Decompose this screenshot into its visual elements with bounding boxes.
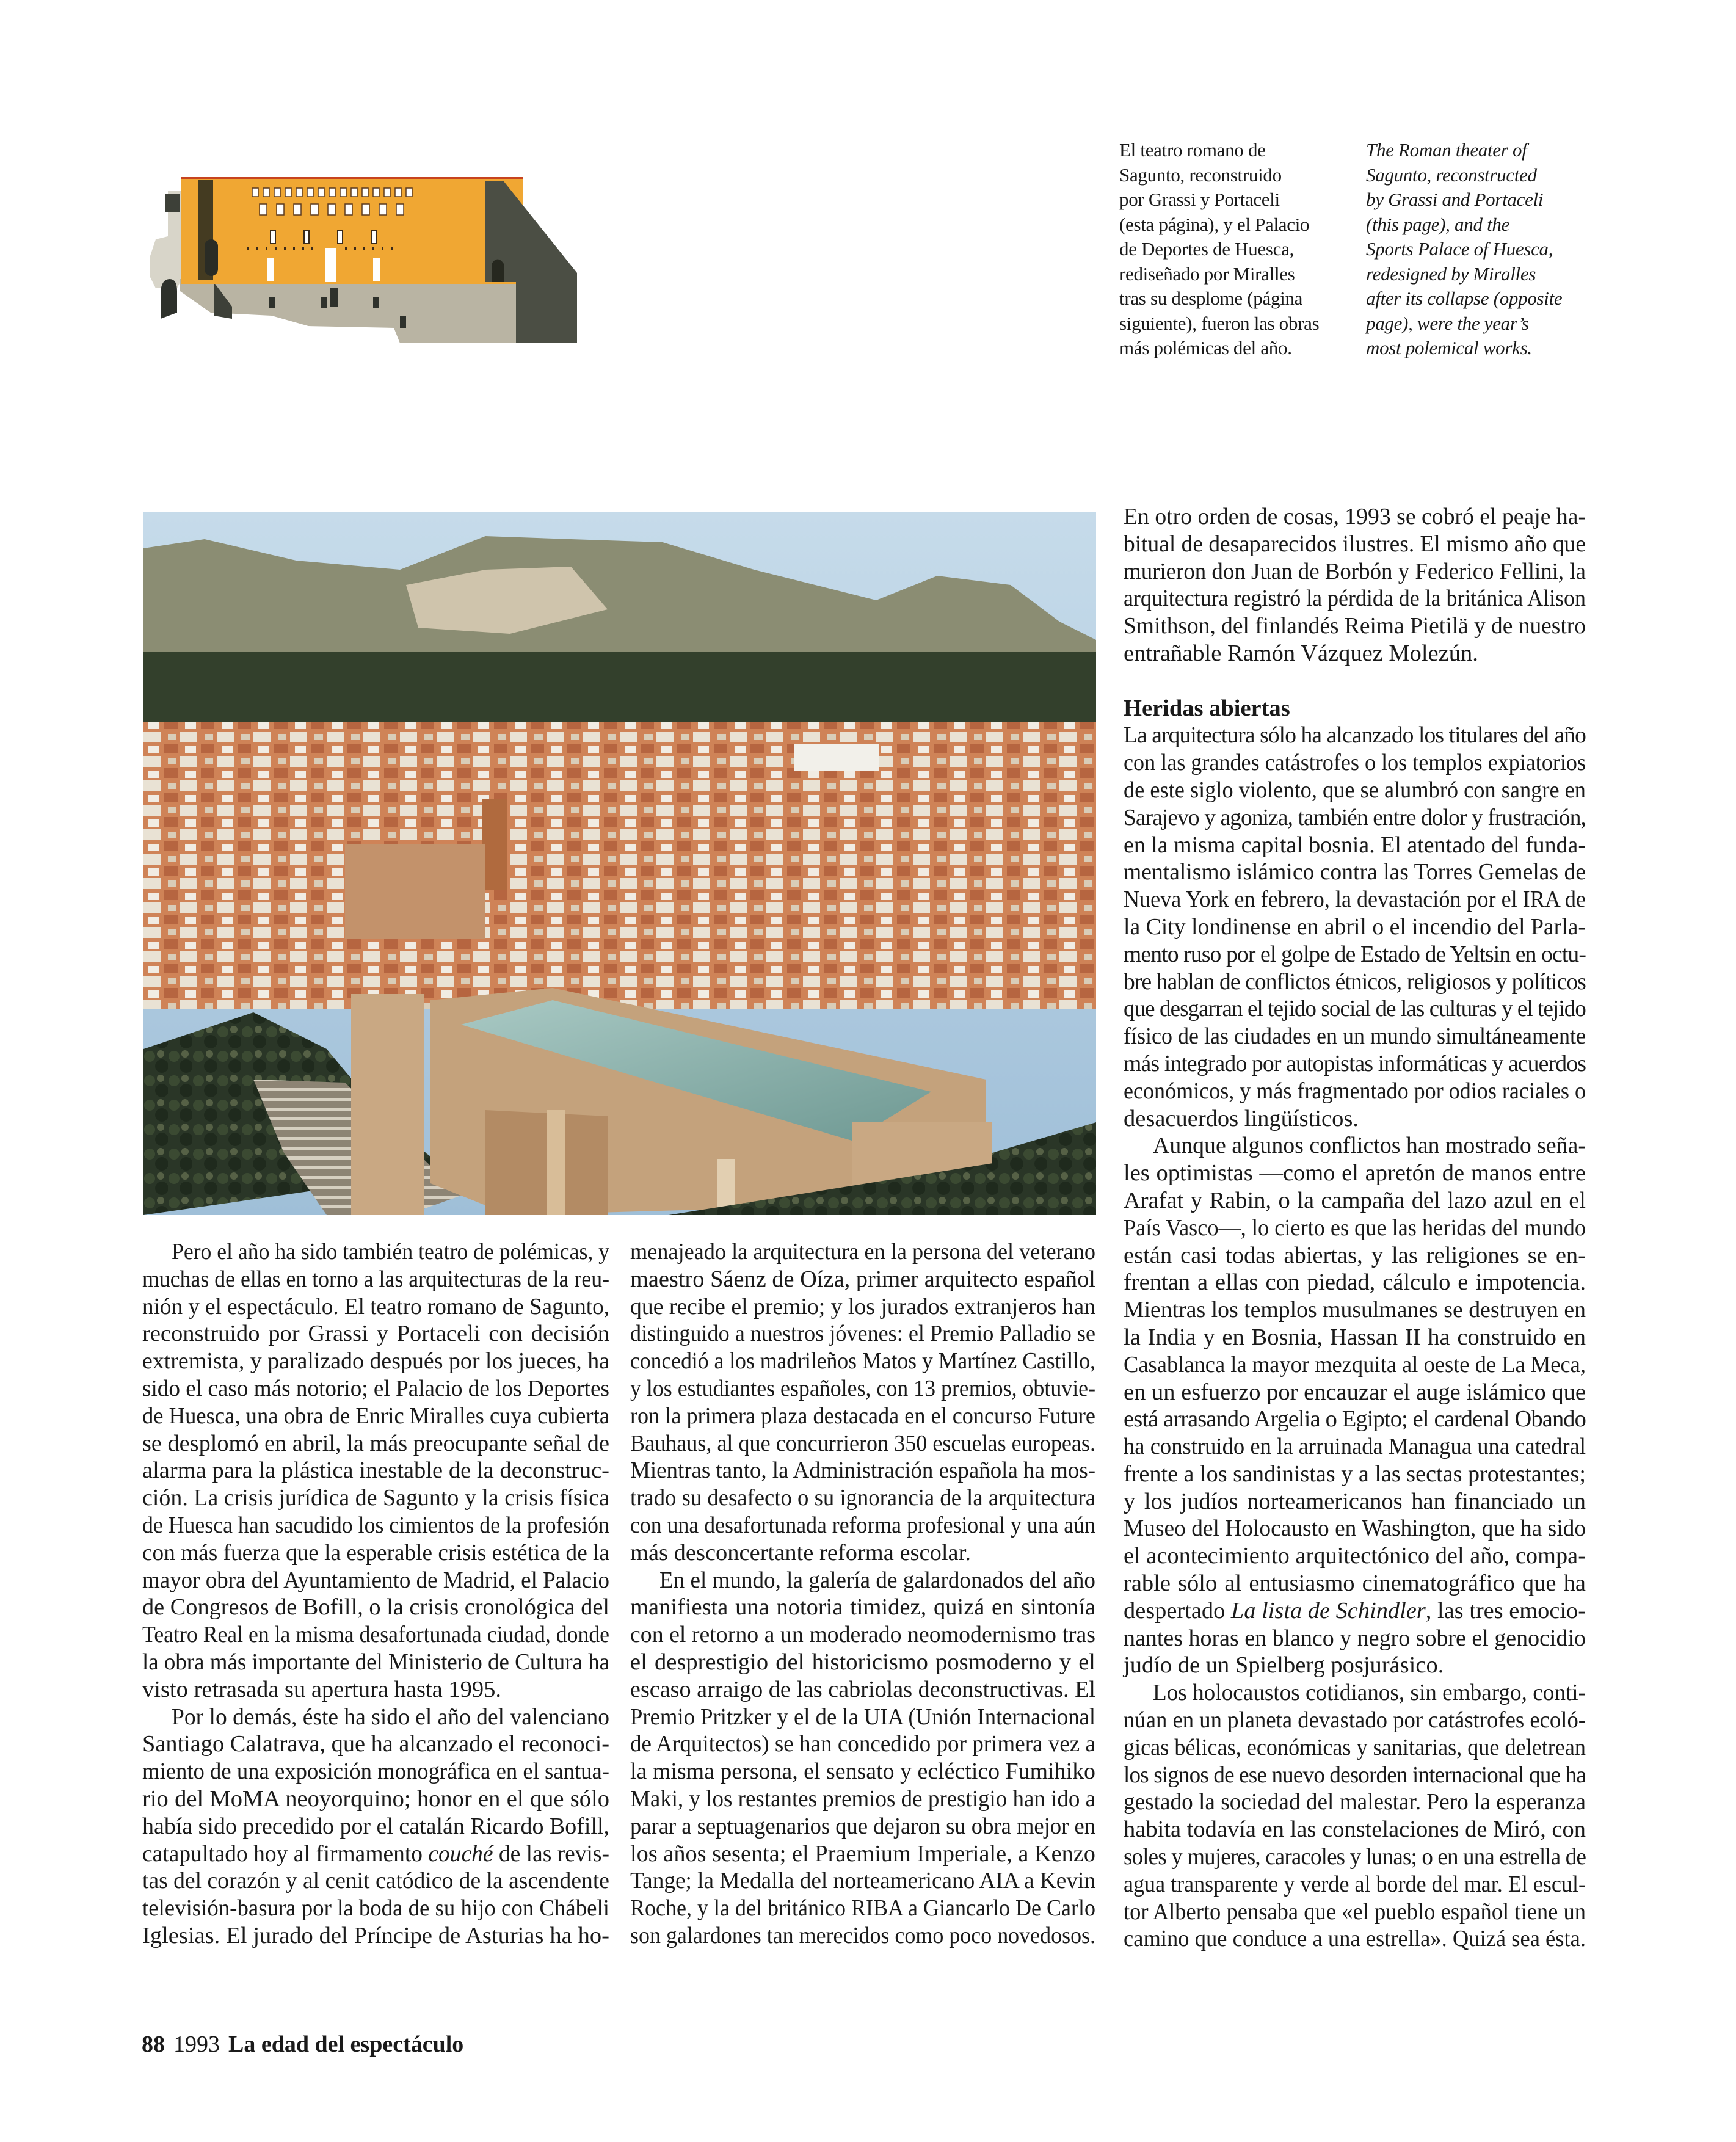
- footer-year: 1993: [173, 2031, 220, 2057]
- text-line: Casablanca la mayor mezquita al oeste de La Meca,: [1124, 1351, 1586, 1378]
- elevation-illustration: [150, 166, 577, 343]
- text-line: Nueva York en febrero, la devastación por el IRA de: [1124, 887, 1586, 913]
- text-line: con el retorno a un moderado neomodernismo tras: [630, 1622, 1096, 1648]
- article-column-left: [142, 1238, 609, 1950]
- caption-line: Sports Palace of Huesca,: [1366, 238, 1553, 260]
- text-line: arquitectura registró la pérdida de la británica Alison: [1124, 586, 1586, 612]
- text-line: Smithson, del finlandés Reima Pietilä y de nuestro: [1124, 613, 1586, 639]
- text-line: nantes horas en blanco y negro sobre el genocidio: [1124, 1625, 1586, 1651]
- white-building: [794, 744, 879, 771]
- text-line: están casi todas abiertas, y las religiones se en-: [1124, 1242, 1586, 1268]
- page-number: 88: [142, 2031, 165, 2057]
- text-line: agua transparente y verde al borde del mar. El escul-: [1124, 1871, 1586, 1897]
- text-line: la misma persona, el sensato y ecléctico Fumihiko: [630, 1759, 1096, 1785]
- article-column-right: [1124, 503, 1586, 1953]
- text-line: rable sólo al entusiasmo cinematográfico que ha: [1124, 1570, 1586, 1597]
- text-line: de Huesca han sacudido los cimientos de la profesión: [142, 1512, 609, 1538]
- text-line: gestado la sociedad del malestar. Pero la esperanza: [1124, 1789, 1586, 1815]
- church-tower: [482, 799, 507, 890]
- text-line: reconstruido por Grassi y Portaceli con decisión: [142, 1321, 609, 1347]
- text-line: el desprestigio del historicismo posmoderno y el: [630, 1649, 1095, 1675]
- caption-line: tras su desplome (página: [1119, 288, 1303, 309]
- caption-line: de Deportes de Huesca,: [1119, 238, 1295, 260]
- right-arch: [492, 260, 504, 283]
- text-line: alarma para la plástica inestable de la deconstruc-: [142, 1458, 609, 1484]
- text-line: Bauhaus, al que concurrieron 350 escuelas europeas.: [630, 1430, 1096, 1456]
- text-line: Santiago Calatrava, que ha alcanzado el reconoci-: [142, 1731, 610, 1757]
- text-line: En el mundo, la galería de galardonados del año: [659, 1567, 1095, 1593]
- text-line: Mientras tanto, la Administración española ha mos-: [630, 1458, 1096, 1484]
- text-line: económicos, y más fragmentado por odios raciales o: [1124, 1078, 1586, 1104]
- text-line: manifiesta una notoria timidez, quizá en sintonía: [630, 1594, 1095, 1621]
- text-line: los años sesenta; el Praemium Imperiale, a Kenzo: [630, 1840, 1095, 1867]
- text-line: Los holocaustos cotidianos, sin embargo, conti-: [1152, 1680, 1586, 1706]
- text-line: Iglesias. El jurado del Príncipe de Asturias ha ho-: [142, 1922, 609, 1948]
- caption-line: más polémicas del año.: [1119, 337, 1292, 358]
- text-line: Museo del Holocausto en Washington, que ha sido: [1124, 1516, 1586, 1542]
- text-line: muchas de ellas en torno a las arquitecturas de la reu-: [142, 1266, 610, 1292]
- text-line: está arrasando Argelia o Egipto; el cardenal Obando: [1124, 1406, 1586, 1432]
- text-line: en un esfuerzo por encauzar el auge islámico que: [1124, 1379, 1586, 1405]
- window-row-top: [252, 188, 412, 197]
- text-line: murieron don Juan de Borbón y Federico Fellini, la: [1124, 558, 1586, 584]
- text-line: menajeado la arquitectura en la persona del veterano: [630, 1239, 1095, 1265]
- text-line: frentan a ellas con piedad, cálculo e impotencia.: [1124, 1269, 1586, 1296]
- article-column-middle: [630, 1238, 1095, 1950]
- caption-line: Sagunto, reconstruido: [1119, 164, 1282, 186]
- text-line: Por lo demás, éste ha sido el año del valenciano: [171, 1704, 610, 1730]
- theater-side-wall-left: [351, 994, 424, 1215]
- left-ruin-shadow: [165, 194, 180, 212]
- text-line: en la misma capital bosnia. El atentado del funda-: [1124, 832, 1586, 858]
- text-line: habita todavía en las constelaciones de Miró, con: [1124, 1817, 1586, 1843]
- caption-line: El teatro romano de: [1119, 139, 1266, 161]
- page-footer: [142, 2031, 463, 2058]
- text-line: [142, 1840, 609, 1868]
- text-line: con una desafortunada reforma profesional y una aún: [630, 1512, 1095, 1538]
- caption-line: The Roman theater of: [1366, 139, 1527, 161]
- italic-term: couché: [428, 1840, 493, 1867]
- text-line: les optimistas —como el apretón de manos entre: [1124, 1160, 1586, 1186]
- text-line: País Vasco—, lo cierto es que las heridas del mundo: [1124, 1214, 1586, 1241]
- old-stone-base: [180, 279, 540, 343]
- text-line: más desconcertante reforma escolar.: [630, 1539, 971, 1566]
- text-fragment: de las revis-: [498, 1840, 610, 1867]
- text-line: frente a los sandinistas y a las sectas protestantes;: [1124, 1461, 1586, 1487]
- text-line: Aunque algunos conflictos han mostrado seña-: [1152, 1133, 1586, 1159]
- text-line: y los estudiantes españoles, con 13 premios, obtuvie-: [630, 1375, 1096, 1401]
- text-line: Roche, y la del británico RIBA a Giancarlo De Carlo: [630, 1895, 1095, 1922]
- caption-line: page), were the year’s: [1366, 312, 1529, 334]
- text-line: Sarajevo y agoniza, también entre dolor y frustración,: [1124, 804, 1586, 830]
- text-line: de Arquitectos) se han concedido por primera vez a: [630, 1731, 1095, 1757]
- text-line: Teatro Real en la misma desafortunada ciudad, donde: [142, 1622, 610, 1648]
- text-line: sido el caso más notorio; el Palacio de los Deportes: [142, 1375, 610, 1401]
- text-line: ha construido en la arruinada Managua una catedral: [1124, 1434, 1586, 1460]
- text-fragment: , las tres emocio-: [1425, 1597, 1586, 1624]
- text-line: son galardones tan merecidos como poco novedosos.: [630, 1922, 1096, 1948]
- text-line: de Congresos de Bofill, o la crisis cronológica del: [142, 1594, 609, 1621]
- text-fragment: catapultado hoy al firmamento: [142, 1840, 423, 1867]
- orchard-plain: [143, 652, 1096, 732]
- text-line: Premio Pritzker y el de la UIA (Unión Internacional: [630, 1704, 1096, 1730]
- text-line: Tange; la Medalla del norteamericano AIA a Kevin: [630, 1868, 1095, 1894]
- text-line: de Huesca, una obra de Enric Miralles cuya cubierta: [142, 1403, 610, 1429]
- text-line: que desgarran el tejido social de las culturas y el tejido: [1124, 996, 1586, 1022]
- caption-line: after its collapse (opposite: [1366, 288, 1563, 309]
- text-line: desacuerdos lingüísticos.: [1124, 1105, 1359, 1131]
- text-line: físico de las ciudades en un mundo simultáneamente: [1124, 1023, 1586, 1050]
- text-line: de este siglo violento, que se alumbró con sangre en: [1124, 777, 1586, 803]
- text-line: miento de una exposición monográfica en el santua-: [142, 1759, 609, 1785]
- town: [143, 722, 1096, 1009]
- text-line: con las grandes catástrofes o los templos expiatorios: [1124, 750, 1586, 776]
- text-line: rio del MoMA neoyorquino; honor en el que sólo: [142, 1785, 609, 1812]
- text-line: maestro Sáenz de Oíza, primer arquitecto español: [630, 1266, 1095, 1292]
- window-row-second: [260, 204, 404, 215]
- text-line: la obra más importante del Ministerio de Cultura ha: [142, 1649, 609, 1675]
- caption-line: por Grassi y Portaceli: [1119, 189, 1280, 210]
- text-fragment: despertado: [1124, 1597, 1226, 1624]
- sagunto-aerial-photo: [143, 512, 1096, 1215]
- text-line: televisión-basura por la boda de su hijo con Chábeli: [142, 1895, 609, 1922]
- text-line: mayor obra del Ayuntamiento de Madrid, el Palacio: [142, 1567, 609, 1593]
- text-line: había sido precedido por el catalán Ricardo Bofill,: [142, 1813, 609, 1839]
- text-line: ron la primera plaza destacada en el concurso Future: [630, 1403, 1095, 1429]
- section-heading: Heridas abiertas: [1124, 695, 1290, 721]
- caption-line: redesigned by Miralles: [1366, 263, 1536, 285]
- church: [345, 844, 485, 939]
- text-line: En otro orden de cosas, 1993 se cobró el peaje ha-: [1124, 504, 1586, 529]
- caption-line: rediseñado por Miralles: [1119, 263, 1295, 285]
- text-line: tas del corazón y al cenit catódico de la ascendente: [142, 1868, 609, 1894]
- text-line: parar a septuagenarios que dejaron su obra mejor en: [630, 1813, 1095, 1839]
- text-line: la India y en Bosnia, Hassan II ha construido en: [1124, 1324, 1586, 1350]
- photo-caption-spanish: [1119, 138, 1351, 361]
- text-line: bitual de desaparecidos ilustres. El mismo año que: [1124, 531, 1586, 557]
- text-line: la City londinense en abril o el incendio del Parla-: [1124, 913, 1586, 940]
- caption-line: (esta página), y el Palacio: [1119, 213, 1310, 235]
- caption-line: Sagunto, reconstructed: [1366, 164, 1537, 186]
- text-line: con más fuerza que la esperable crisis estética de la: [142, 1539, 609, 1566]
- text-line: bre hablan de conflictos étnicos, religiosos y políticos: [1124, 968, 1586, 995]
- column: [547, 1110, 565, 1215]
- text-line: ción. La crisis jurídica de Sagunto y la crisis física: [142, 1485, 609, 1511]
- photo-illustration: [143, 512, 1096, 1215]
- text-line: más integrado por autopistas informáticas y acuerdos: [1124, 1050, 1586, 1076]
- photo-caption-english: [1366, 138, 1592, 361]
- text-line: nión y el espectáculo. El teatro romano de Sagunto,: [142, 1293, 609, 1320]
- text-line: núan en un planeta devastado por catástrofes ecoló-: [1124, 1707, 1586, 1734]
- text-line: mentalismo islámico contra las Torres Gemelas de: [1124, 859, 1586, 885]
- left-arch: [161, 279, 177, 319]
- section-title: La edad del espectáculo: [228, 2031, 464, 2057]
- text-line: soles y mujeres, caracoles y lunas; o en una estrella de: [1124, 1844, 1586, 1870]
- theater-elevation-drawing: [150, 166, 577, 343]
- text-line: tor Alberto pensaba que «el pueblo español tiene un: [1124, 1898, 1586, 1925]
- text-line: entrañable Ramón Vázquez Molezún.: [1124, 640, 1478, 666]
- wall-arch: [205, 239, 218, 276]
- text-line: Mientras los templos musulmanes se destruyen en: [1124, 1297, 1586, 1323]
- text-line: La arquitectura sólo ha alcanzado los titulares del año: [1124, 722, 1586, 749]
- text-line: que recibe el premio; y los jurados extranjeros han: [630, 1293, 1096, 1320]
- text-line: trado su desafecto o su ignorancia de la arquitectura: [630, 1485, 1096, 1511]
- text-line: y los judíos norteamericanos han financiado un: [1124, 1488, 1586, 1514]
- text-line: el acontecimiento arquitectónico del año, compa-: [1124, 1543, 1586, 1569]
- text-line: gicas bélicas, económicas y sanitarias, que deletrean: [1124, 1734, 1586, 1760]
- blank-line: [1124, 667, 1586, 695]
- text-line: extremista, y paralizado después por los jueces, ha: [142, 1348, 610, 1374]
- text-line: se desplomó en abril, la más preocupante señal de: [142, 1430, 609, 1456]
- text-line: distinguido a nuestros jóvenes: el Premio Palladio se: [630, 1321, 1096, 1347]
- caption-line: most polemical works.: [1366, 337, 1532, 358]
- text-line: camino que conduce a una estrella». Quizá sea ésta.: [1124, 1926, 1586, 1952]
- text-line: concedió a los madrileños Matos y Martínez Castillo,: [630, 1348, 1095, 1374]
- caption-line: (this page), and the: [1366, 213, 1510, 235]
- film-title: La lista de Schindler: [1230, 1597, 1426, 1624]
- text-line: [1124, 1597, 1586, 1625]
- new-wall-top: [181, 177, 523, 179]
- text-line: los signos de ese nuevo desorden internacional que ha: [1124, 1762, 1586, 1788]
- caption-line: by Grassi and Portaceli: [1366, 189, 1544, 210]
- text-line: Pero el año ha sido también teatro de polémicas, y: [171, 1239, 609, 1265]
- text-line: visto retrasada su apertura hasta 1995.: [142, 1676, 501, 1702]
- text-line: Maki, y los restantes premios de prestigio han ido a: [630, 1785, 1096, 1812]
- text-line: judío de un Spielberg posjurásico.: [1124, 1652, 1444, 1679]
- caption-line: siguiente), fueron las obras: [1119, 312, 1320, 334]
- text-line: escaso arraigo de las cabriolas deconstructivas. El: [630, 1676, 1096, 1702]
- text-line: mento ruso por el golpe de Estado de Yeltsin en octu-: [1124, 941, 1586, 967]
- text-line: Arafat y Rabin, o la campaña del lazo azul en el: [1124, 1187, 1586, 1213]
